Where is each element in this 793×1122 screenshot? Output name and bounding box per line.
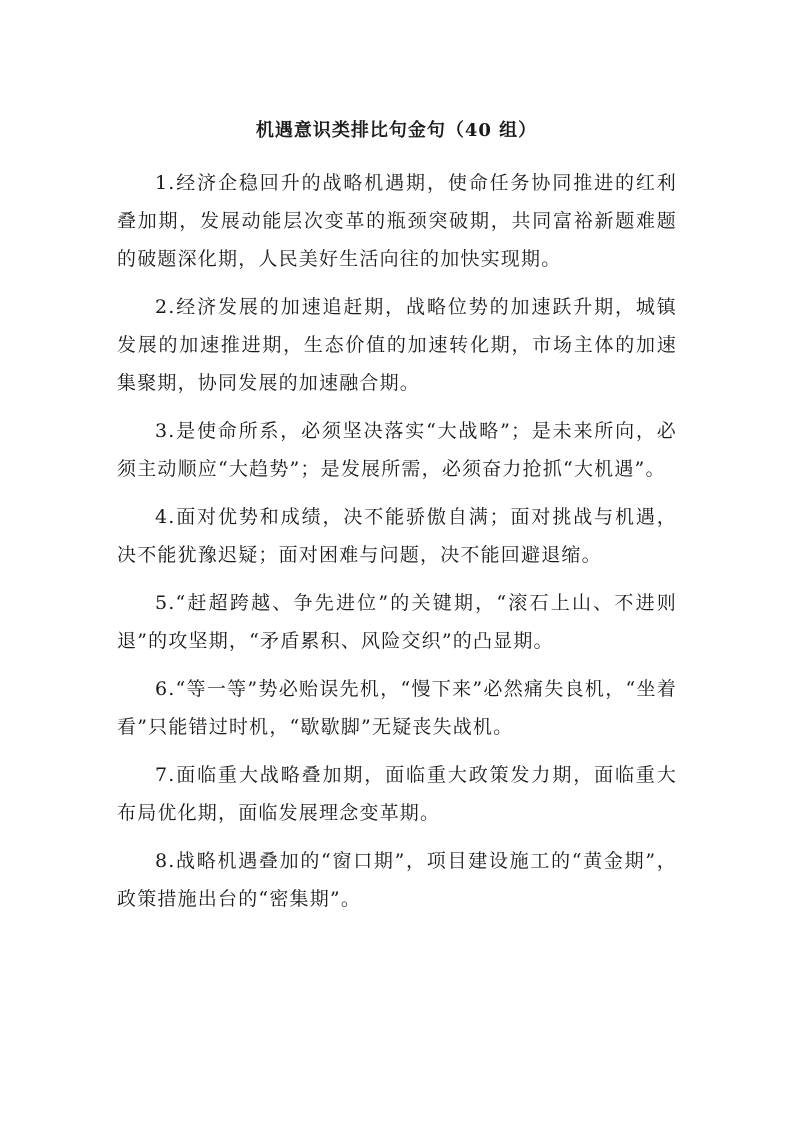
paragraph-2: 2.经济发展的加速追赶期，战略位势的加速跃升期，城镇发展的加速推进期，生态价值的加速转化期，市场主体的加速集聚期，协同发展的加速融合期。	[117, 296, 677, 394]
paragraph-7: 7.面临重大战略叠加期，面临重大政策发力期，面临重大布局优化期，面临发展理念变革期。	[117, 764, 677, 824]
paragraph-3: 3.是使命所系，必须坚决落实“大战略”；是未来所向，必须主动顺应“大趋势”；是发展所需，必须奋力抢抓“大机遇”。	[117, 420, 677, 480]
paragraph-1: 1.经济企稳回升的战略机遇期，使命任务协同推进的红利叠加期，发展动能层次变革的瓶颈突破期，共同富裕新题难题的破题深化期，人民美好生活向往的加快实现期。	[117, 172, 677, 270]
paragraph-5: 5.“赶超跨越、争先进位”的关键期，“滚石上山、不进则退”的攻坚期，“矛盾累积、风险交织”的凸显期。	[117, 592, 677, 652]
paragraph-6: 6.“等一等”势必贻误先机，“慢下来”必然痛失良机，“坐着看”只能错过时机，“歇歇脚”无疑丧失战机。	[117, 678, 677, 738]
document-body	[117, 164, 677, 928]
paragraph-4: 4.面对优势和成绩，决不能骄傲自满；面对挑战与机遇，决不能犹豫迟疑；面对困难与问题，决不能回避退缩。	[117, 506, 677, 566]
paragraph-8: 8.战略机遇叠加的“窗口期”，项目建设施工的“黄金期”，政策措施出台的“密集期”。	[117, 850, 677, 910]
document-title: 机遇意识类排比句金句（40 组）	[255, 120, 538, 141]
